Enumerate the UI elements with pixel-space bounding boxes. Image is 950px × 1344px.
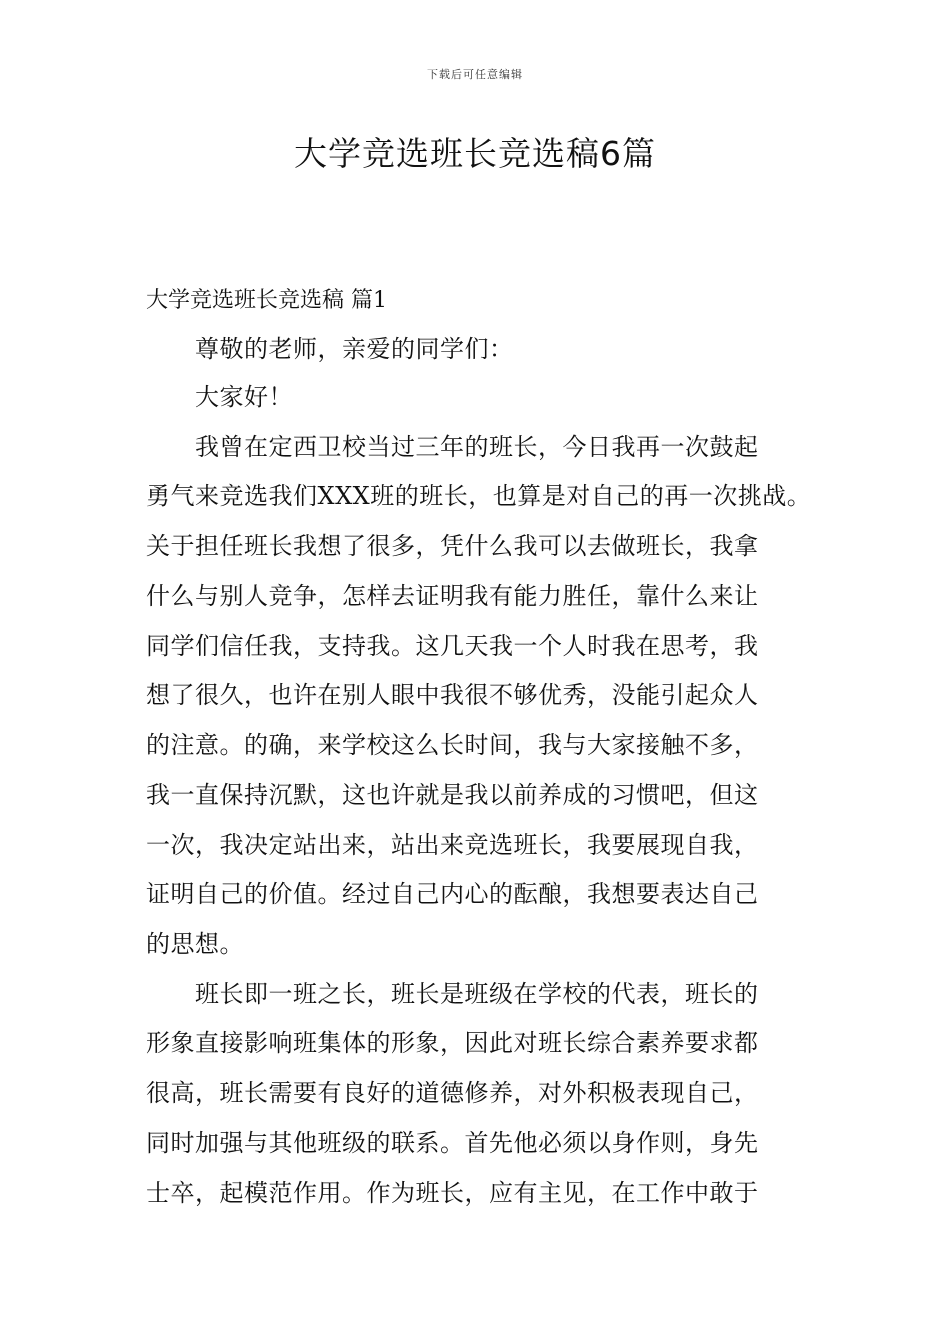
paragraph-line: 班长即一班之长，班长是班级在学校的代表，班长的 [195,980,759,1008]
header-note: 下载后可任意编辑 [427,68,523,81]
paragraph-line: 我曾在定西卫校当过三年的班长，今日我再一次鼓起 [195,433,759,461]
paragraph-line: 很高，班长需要有良好的道德修养，对外积极表现自己， [146,1079,759,1107]
paragraph-line: 的注意。的确，来学校这么长时间，我与大家接触不多， [146,731,759,759]
paragraph-line: 什么与别人竞争，怎样去证明我有能力胜任，靠什么来让 [146,582,759,610]
paragraph-line: 形象直接影响班集体的形象，因此对班长综合素养要求都 [146,1029,759,1057]
paragraph-line: 关于担任班长我想了很多，凭什么我可以去做班长，我拿 [146,532,759,560]
section-heading: 大学竞选班长竞选稿 篇1 [146,288,387,313]
paragraph-line: 证明自己的价值。经过自己内心的酝酿，我想要表达自己 [146,880,759,908]
paragraph-line: 大家好！ [195,383,293,411]
paragraph-line: 尊敬的老师，亲爱的同学们： [195,335,514,363]
paragraph-line: 想了很久，也许在别人眼中我很不够优秀，没能引起众人 [146,681,759,709]
paragraph-line: 同学们信任我，支持我。这几天我一个人时我在思考，我 [146,632,759,660]
paragraph-line: 士卒，起模范作用。作为班长，应有主见，在工作中敢于 [146,1179,759,1207]
paragraph-line: 的思想。 [146,930,244,958]
paragraph-line: 一次，我决定站出来，站出来竞选班长，我要展现自我， [146,831,759,859]
paragraph-line: 勇气来竞选我们XXX班的班长，也算是对自己的再一次挑战。 [146,482,812,510]
paragraph-line: 我一直保持沉默，这也许就是我以前养成的习惯吧，但这 [146,781,759,809]
paragraph-line: 同时加强与其他班级的联系。首先他必须以身作则，身先 [146,1129,759,1157]
document-title: 大学竞选班长竞选稿6篇 [294,134,656,173]
